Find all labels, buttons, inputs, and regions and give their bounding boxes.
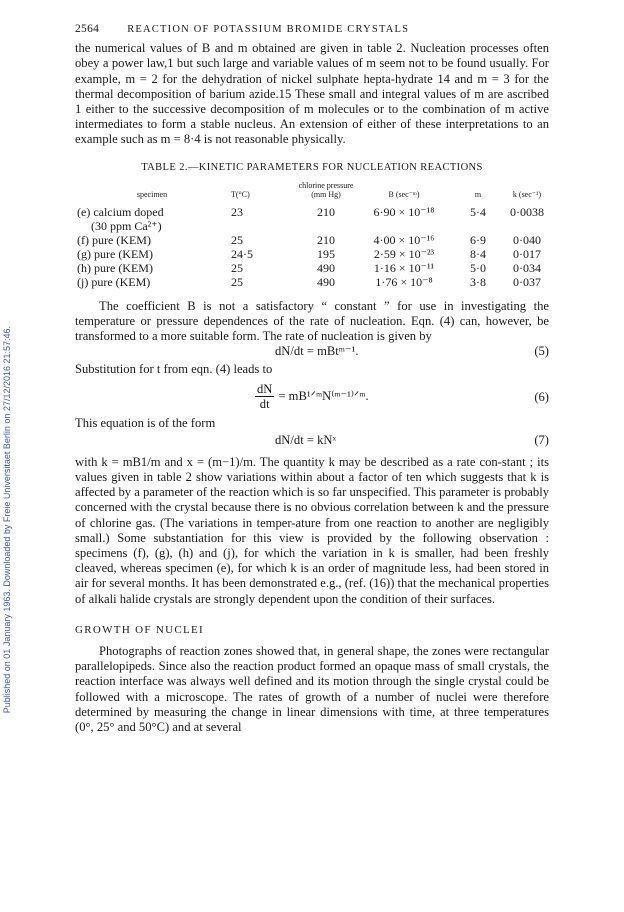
cell-specimen: (f) pure (KEM) bbox=[77, 232, 151, 247]
table-row bbox=[75, 219, 549, 233]
cell-B: 4·00 × 10⁻¹⁶ bbox=[373, 232, 435, 247]
equation-7-expression: dN/dt = kNˣ bbox=[275, 432, 337, 447]
equation-6 bbox=[75, 382, 549, 416]
running-title: REACTION OF POTASSIUM BROMIDE CRYSTALS bbox=[127, 24, 410, 35]
page-number: 2564 bbox=[75, 23, 100, 35]
equation-6-number: (6) bbox=[534, 389, 549, 404]
cell-B bbox=[357, 219, 451, 233]
cell-pressure: 210 bbox=[317, 204, 335, 219]
cell-m: 6·9 bbox=[470, 232, 486, 247]
cell-m bbox=[451, 219, 505, 233]
table-row bbox=[75, 261, 549, 275]
cell-temperature: 25 bbox=[231, 260, 243, 275]
table-row bbox=[75, 247, 549, 261]
section-heading: GROWTH OF NUCLEI bbox=[75, 623, 204, 636]
equation-6-numerator: dN bbox=[257, 381, 273, 396]
equation-6-fraction bbox=[255, 382, 274, 411]
cell-specimen: (e) calcium doped bbox=[77, 204, 164, 219]
col-header-B: B (sec⁻ᵐ) bbox=[388, 189, 420, 199]
cell-pressure: 490 bbox=[317, 260, 335, 275]
table-header-row bbox=[75, 181, 549, 202]
col-header-m: m bbox=[474, 189, 482, 199]
table-row bbox=[75, 275, 549, 289]
cell-specimen: (g) pure (KEM) bbox=[77, 246, 153, 261]
cell-m: 3·8 bbox=[470, 274, 486, 289]
equation-6-denominator: dt bbox=[259, 396, 270, 411]
cell-B: 1·16 × 10⁻¹¹ bbox=[373, 260, 435, 275]
paragraph-2: The coefficient B is not a satisfactory “ constant ” for use in investigating the temperature or pressure dependences of the rate of nucleation. Eqn. (4) can, however, be transformed to a more suitable form. The rate of nucleation is given by bbox=[75, 298, 549, 344]
table-row bbox=[75, 233, 549, 247]
cell-k bbox=[505, 219, 549, 233]
cell-temperature: 25 bbox=[231, 232, 243, 247]
col-header-temperature: T(°C) bbox=[231, 189, 250, 199]
paragraph-4: This equation is of the form bbox=[75, 415, 216, 430]
col-header-chlorine-pressure: chlorine pressure (mm Hg) bbox=[298, 180, 354, 199]
cell-k: 0·017 bbox=[513, 246, 541, 261]
table-row bbox=[75, 202, 549, 219]
download-watermark bbox=[2, 160, 14, 880]
cell-specimen: (h) pure (KEM) bbox=[77, 260, 153, 275]
cell-temperature: 24·5 bbox=[231, 246, 253, 261]
cell-m: 5·0 bbox=[470, 260, 486, 275]
equation-7-number: (7) bbox=[534, 432, 549, 447]
cell-pressure: 210 bbox=[317, 232, 335, 247]
col-header-k: k (sec⁻¹) bbox=[512, 189, 542, 199]
cell-m: 8·4 bbox=[470, 246, 486, 261]
cell-B: 6·90 × 10⁻¹⁸ bbox=[373, 204, 435, 219]
cell-B: 2·59 × 10⁻²³ bbox=[373, 246, 435, 261]
cell-temperature bbox=[229, 219, 295, 233]
cell-k: 0·040 bbox=[513, 232, 541, 247]
paragraph-5: with k = mB1/m and x = (m−1)/m. The quantity k may be described as a rate con-stant ; its values given in table 2 show variations within about a factor of ten which suggests that k is affected by a parameter of the reaction which is so far unspecified. This parameter is probably concerned with the crystal because there is no obvious correlation between k and the pressure of chlorine gas. (The variations in temper-ature from one reaction to another are negligibly small.) Some substantiation for this view is provided by the following observation : specimens (f), (g), (h) and (j), for which the variation in k is smaller, had been freshly cleaved, whereas specimen (e), for which k is an order of magnitude less, had been stored in air for several months. It has been demonstrated e.g., (ref. (16)) that the mechanical properties of alkali halide crystals are strongly dependent upon the condition of their surfaces. bbox=[75, 454, 549, 606]
table-caption: TABLE 2.—KINETIC PARAMETERS FOR NUCLEATION REACTIONS bbox=[141, 161, 483, 173]
equation-6-expression bbox=[255, 382, 369, 411]
paragraph-1: the numerical values of B and m obtained are given in table 2. Nucleation processes often obey a power law,1 but such large and variable values of m seem not to be found usually. For example, m = 2 for the dehydration of nickel sulphate hepta-hydrate 14 and m = 3 for the thermal decomposition of barium azide.15 These small and integral values of m are ascribed 1 either to the successive decomposition of m molecules or to the combination of m active intermediates to form a stable nucleus. An extension of either of these interpretations to an example such as m = 8·4 is not reasonable physically. bbox=[75, 41, 549, 147]
equation-5-number: (5) bbox=[534, 344, 549, 359]
cell-specimen: (30 ppm Ca²⁺) bbox=[91, 218, 162, 233]
equation-5-expression: dN/dt = mBtᵐ⁻¹. bbox=[275, 344, 359, 359]
equation-5 bbox=[75, 344, 549, 362]
cell-k: 0·034 bbox=[513, 260, 541, 275]
cell-specimen: (j) pure (KEM) bbox=[77, 274, 151, 289]
cell-pressure: 490 bbox=[317, 274, 335, 289]
watermark-text: Published on 01 January 1963. Downloaded by Freie Universitaet Berlin on 27/12/2016 21:57:46. bbox=[2, 326, 13, 714]
paragraph-3: Substitution for t from eqn. (4) leads to bbox=[75, 362, 273, 377]
paragraph-6: Photographs of reaction zones showed that, in general shape, the zones were rectangular parallelopipeds. Since also the reaction product formed an opaque mass of small crystals, the reaction interface was always well defined and its motion through the single crystal could be followed with a microscope. The rates of growth of a number of nuclei were therefore determined by measuring the change in linear dimensions with time, at three temperatures (0°, 25° and 50°C) and at several bbox=[75, 644, 549, 735]
cell-pressure: 195 bbox=[317, 246, 335, 261]
cell-k: 0·0038 bbox=[510, 204, 544, 219]
equation-6-rhs: = mB¹ᐟᵐN⁽ᵐ⁻¹⁾ᐟᵐ. bbox=[278, 388, 369, 403]
cell-m: 5·4 bbox=[470, 204, 486, 219]
cell-temperature: 25 bbox=[231, 274, 243, 289]
cell-B: 1·76 × 10⁻⁸ bbox=[375, 274, 433, 289]
page-header bbox=[75, 22, 549, 37]
equation-7 bbox=[75, 433, 549, 451]
cell-k: 0·037 bbox=[513, 274, 541, 289]
cell-pressure bbox=[295, 219, 357, 233]
cell-temperature: 23 bbox=[231, 204, 243, 219]
paper-page bbox=[75, 22, 549, 735]
kinetic-parameters-table bbox=[75, 181, 549, 289]
col-header-specimen: specimen bbox=[136, 189, 168, 199]
